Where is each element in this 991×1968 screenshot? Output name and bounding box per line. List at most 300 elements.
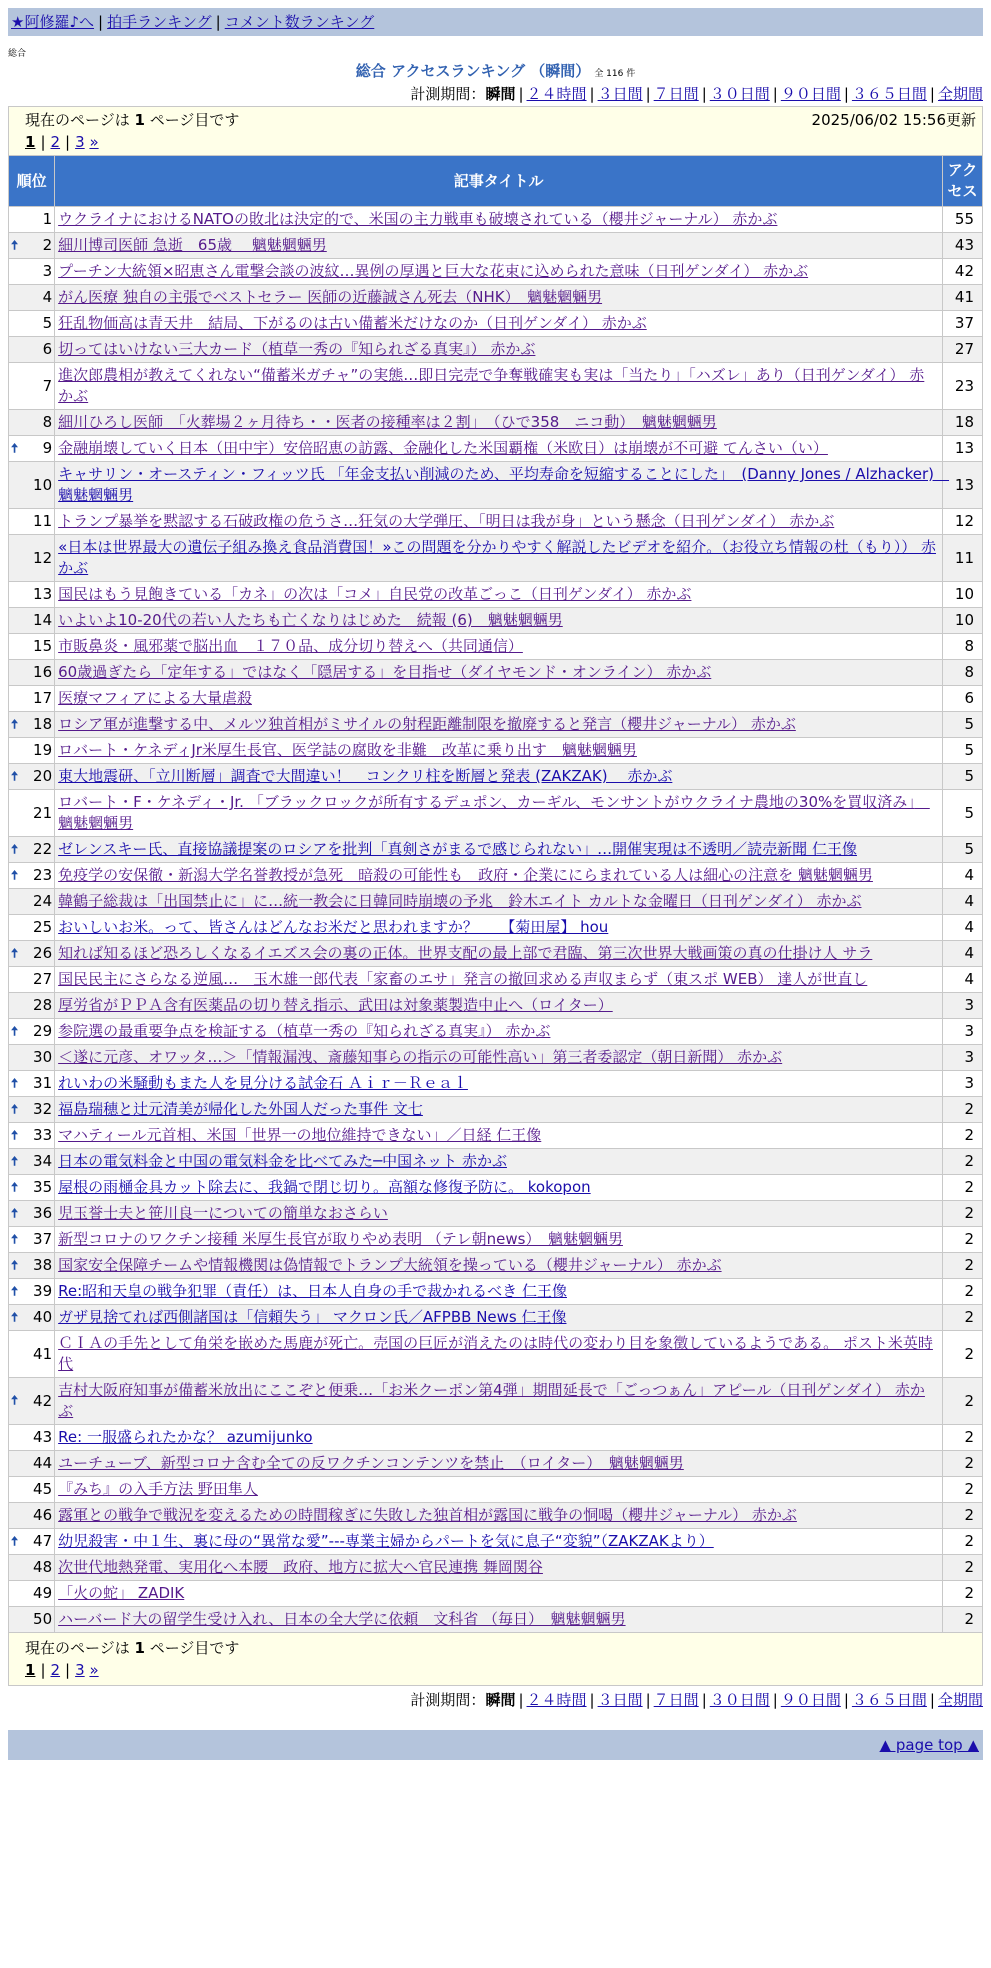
article-link[interactable]: おいしいお米。って、皆さんはどんなお米だと思われますか？ 【菊田屋】 hou <box>58 918 609 936</box>
access-count: 2 <box>943 1607 983 1633</box>
rank-number: 34 <box>33 1152 53 1170</box>
article-link[interactable]: 知れば知るほど恐ろしくなるイエズス会の裏の正体。世界支配の最上部で君臨、第三次世界大戦画策の真の仕掛け人 サラ <box>58 944 873 962</box>
rank-cell <box>9 1019 55 1045</box>
article-link[interactable]: ＣＩＡの手先として角栄を嵌めた馬鹿が死亡。売国の巨匠が消えたのは時代の変わり目を象徴しているようである。 ポスト米英時代 <box>58 1334 933 1373</box>
table-row <box>9 993 983 1019</box>
article-link[interactable]: ウクライナにおけるNATOの敗北は決定的で、米国の主力戦車も破壊されている（櫻井ジャーナル） 赤かぶ <box>58 210 778 228</box>
access-count: 10 <box>943 608 983 634</box>
rank-up-arrow-icon: 🠅 <box>11 1206 19 1221</box>
title-cell <box>55 1227 943 1253</box>
access-count: 2 <box>943 1253 983 1279</box>
pagination <box>25 131 976 155</box>
rank-number: 4 <box>42 288 53 306</box>
period-link[interactable]: ３０日間 <box>709 1691 770 1709</box>
article-link[interactable]: キャサリン・オースティン・フィッツ氏 「年金支払い削減のため、平均寿命を短縮することにした」 (Danny Jones / Alzhacker) 魑魅魍魎男 <box>58 465 950 504</box>
article-link[interactable]: トランプ暴挙を黙認する石破政権の危うさ…狂気の大学弾圧、「明日は我が身」という懸念（日刊ゲンダイ） 赤かぶ <box>58 512 835 530</box>
access-count: 2 <box>943 1378 983 1425</box>
title-cell <box>55 259 943 285</box>
period-link[interactable]: ３６５日間 <box>851 85 927 103</box>
table-row <box>9 967 983 993</box>
updated-time: 2025/06/02 15:56更新 <box>811 111 976 129</box>
title-cell <box>55 915 943 941</box>
rank-cell <box>9 1149 55 1175</box>
page-link[interactable]: 2 <box>50 133 61 151</box>
rank-up-arrow-icon: 🠅 <box>11 1102 19 1117</box>
article-link[interactable]: 国民民主にさらなる逆風… 玉木雄一郎代表「家畜のエサ」発言の撤回求める声収まらず（東スポ WEB） 達人が世直し <box>58 970 868 988</box>
access-count: 5 <box>943 712 983 738</box>
article-link[interactable]: 60歳過ぎたら「定年する」ではなく「隠居する」を目指せ（ダイヤモンド・オンライン） 赤かぶ <box>58 663 712 681</box>
rank-cell <box>9 1378 55 1425</box>
period-link[interactable]: ３日間 <box>597 1691 643 1709</box>
rank-number: 37 <box>33 1230 53 1248</box>
article-link[interactable]: ゼレンスキー氏、直接協議提案のロシアを批判「真剣さがまるで感じられない」…開催実現は不透明／読売新聞 仁王像 <box>58 840 857 858</box>
current-page-text: 現在のページは 1 ページ目です <box>25 1639 240 1657</box>
table-row <box>9 1607 983 1633</box>
title-cell <box>55 634 943 660</box>
page-link[interactable]: 2 <box>50 1661 61 1679</box>
period-link[interactable]: ９０日間 <box>780 1691 841 1709</box>
access-count: 2 <box>943 1529 983 1555</box>
article-link[interactable]: 狂乱物価高は青天井 結局、下がるのは古い備蓄米だけなのか（日刊ゲンダイ） 赤かぶ <box>58 314 647 332</box>
article-link[interactable]: 細川ひろし医師 「火葬場２ヶ月待ち・・医者の接種率は２割」 （ひで358 ニコ動） 魑魅魍魎男 <box>58 413 717 431</box>
table-row <box>9 363 983 410</box>
rank-number: 30 <box>33 1048 53 1066</box>
article-link[interactable]: Re:昭和天皇の戦争犯罪（責任）は、日本人自身の手で裁かれるべき 仁王像 <box>58 1282 567 1300</box>
title-cell <box>55 1529 943 1555</box>
rank-number: 12 <box>33 548 53 567</box>
rank-number: 45 <box>33 1480 53 1498</box>
access-count: 12 <box>943 509 983 535</box>
table-row <box>9 1227 983 1253</box>
rank-number: 33 <box>33 1126 53 1144</box>
rank-number: 9 <box>42 439 53 457</box>
access-count: 2 <box>943 1503 983 1529</box>
title-cell <box>55 1019 943 1045</box>
access-count: 2 <box>943 1123 983 1149</box>
rank-cell <box>9 462 55 509</box>
article-link[interactable]: «日本は世界最大の遺伝子組み換え食品消費国！»この問題を分かりやすく解説したビデオを紹介。（お役立ち情報の杜（もり）） 赤かぶ <box>58 538 936 577</box>
title-cell <box>55 1149 943 1175</box>
rank-up-arrow-icon: 🠅 <box>11 1393 19 1409</box>
footer-bar <box>8 1730 983 1760</box>
rank-number: 11 <box>33 512 53 530</box>
rank-cell <box>9 660 55 686</box>
rank-cell <box>9 582 55 608</box>
col-title-header: 記事タイトル <box>55 156 943 207</box>
rank-cell <box>9 1279 55 1305</box>
article-link[interactable]: 屋根の雨樋金具カット除去に、我鍋で閉じ切り。高額な修復予防に。 kokopon <box>58 1178 591 1196</box>
rank-cell <box>9 1201 55 1227</box>
article-link[interactable]: れいわの米騒動もまた人を見分ける試金石 Ａｉｒ－Ｒｅａｌ <box>58 1074 468 1092</box>
access-count: 2 <box>943 1451 983 1477</box>
title-cell <box>55 967 943 993</box>
period-separator: | <box>843 1691 849 1709</box>
rank-up-arrow-icon: 🠅 <box>11 1128 19 1143</box>
period-link[interactable]: ３日間 <box>597 85 643 103</box>
current-page-text: 現在のページは 1 ページ目です <box>25 111 240 129</box>
table-row <box>9 1529 983 1555</box>
article-link[interactable]: いよいよ10-20代の若い人たちも亡くなりはじめた 続報 (6) 魑魅魍魎男 <box>58 611 563 629</box>
table-row <box>9 436 983 462</box>
rank-up-arrow-icon: 🠅 <box>11 1154 19 1169</box>
page-title-text: 総合 アクセスランキング （瞬間） <box>355 62 591 80</box>
rank-cell <box>9 1477 55 1503</box>
table-row <box>9 889 983 915</box>
article-link[interactable]: 吉村大阪府知事が備蓄米放出にここぞと便乗…「お米クーポン第4弾」期間延長で「ごっつぁん」アピール（日刊ゲンダイ） 赤かぶ <box>58 1381 925 1420</box>
article-link[interactable]: 進次郎農相が教えてくれない“備蓄米ガチャ”の実態…即日完売で争奪戦確実も実は「当たり」「ハズレ」あり（日刊ゲンダイ） 赤かぶ <box>58 366 925 405</box>
rank-up-arrow-icon: 🠅 <box>11 1076 19 1091</box>
access-count: 2 <box>943 1477 983 1503</box>
rank-up-arrow-icon: 🠅 <box>11 842 19 857</box>
title-cell <box>55 1503 943 1529</box>
article-link[interactable]: 韓鶴子総裁は「出国禁止に」に…統一教会に日韓同時崩壊の予兆 鈴木エイト カルトな金曜日（日刊ゲンダイ） 赤かぶ <box>58 892 862 910</box>
rank-cell <box>9 311 55 337</box>
period-current: 瞬間 <box>485 85 516 103</box>
table-row <box>9 1581 983 1607</box>
period-link[interactable]: ７日間 <box>653 85 699 103</box>
page <box>8 8 983 1760</box>
page-separator: | <box>65 1661 71 1679</box>
access-count: 5 <box>943 738 983 764</box>
page-link[interactable]: 3 <box>75 133 85 151</box>
rank-cell <box>9 941 55 967</box>
article-link[interactable]: 細川博司医師 急逝 65歳 魑魅魍魎男 <box>58 236 327 254</box>
access-count: 42 <box>943 259 983 285</box>
rank-number: 15 <box>33 637 53 655</box>
rank-cell <box>9 915 55 941</box>
title-cell <box>55 738 943 764</box>
table-row <box>9 608 983 634</box>
rank-cell <box>9 1123 55 1149</box>
period-link[interactable]: ２４時間 <box>526 1691 587 1709</box>
page-link[interactable]: 1 <box>25 133 36 151</box>
access-count: 5 <box>943 837 983 863</box>
page-info-bottom <box>8 1633 983 1686</box>
page-link[interactable]: 3 <box>75 1661 85 1679</box>
article-link[interactable]: 日本の電気料金と中国の電気料金を比べてみた─中国ネット 赤かぶ <box>58 1152 507 1170</box>
period-link[interactable]: 全期間 <box>937 1691 983 1709</box>
rank-number: 16 <box>33 663 53 681</box>
table-row <box>9 1555 983 1581</box>
article-link[interactable]: ハーバード大の留学生受け入れ、日本の全大学に依頼 文科省 （毎日） 魑魅魍魎男 <box>58 1610 626 1628</box>
access-count: 2 <box>943 1555 983 1581</box>
table-row <box>9 1503 983 1529</box>
access-count: 4 <box>943 889 983 915</box>
article-link[interactable]: 参院選の最重要争点を検証する（植草一秀の『知られざる真実』） 赤かぶ <box>58 1022 551 1040</box>
rank-number: 26 <box>33 944 53 962</box>
nav-separator: | <box>98 13 104 31</box>
rank-cell <box>9 790 55 837</box>
rank-cell <box>9 1175 55 1201</box>
article-link[interactable]: ロバート・F・ケネディ・Jr. 「ブラックロックが所有するデュポン、カーギル、モンサントがウクライナ農地の30%を買収済み」 魑魅魍魎男 <box>58 793 930 832</box>
table-row <box>9 285 983 311</box>
rank-cell <box>9 1503 55 1529</box>
rank-cell <box>9 410 55 436</box>
col-rank-header: 順位 <box>9 156 55 207</box>
clap-ranking-link[interactable]: 拍手ランキング <box>107 13 212 31</box>
title-cell <box>55 1279 943 1305</box>
rank-number: 42 <box>33 1391 53 1410</box>
title-cell <box>55 686 943 712</box>
article-link[interactable]: ガザ見捨てれば西側諸国は「信頼失う」 マクロン氏／AFPBB News 仁王像 <box>58 1308 567 1326</box>
rank-up-arrow-icon: 🠅 <box>11 1024 19 1039</box>
home-link[interactable]: ★阿修羅♪へ <box>11 13 95 31</box>
page-info-top <box>8 106 983 155</box>
rank-number: 36 <box>33 1204 53 1222</box>
title-cell <box>55 337 943 363</box>
next-page-link[interactable]: » <box>89 133 99 151</box>
table-row <box>9 941 983 967</box>
period-link[interactable]: ９０日間 <box>780 85 841 103</box>
article-link[interactable]: Re: 一服盛られたかな？ azumijunko <box>58 1428 313 1446</box>
title-cell <box>55 660 943 686</box>
rank-number: 24 <box>33 892 53 910</box>
period-link[interactable]: ３６５日間 <box>851 1691 927 1709</box>
rank-up-arrow-icon: 🠅 <box>11 1310 19 1325</box>
rank-up-arrow-icon: 🠅 <box>11 1258 19 1273</box>
article-link[interactable]: 露軍との戦争で戦況を変えるための時間稼ぎに失敗した独首相が露国に戦争の恫喝（櫻井ジャーナル） 赤かぶ <box>58 1506 797 1524</box>
rank-cell <box>9 1529 55 1555</box>
next-page-link[interactable]: » <box>89 1661 99 1679</box>
rank-cell <box>9 1451 55 1477</box>
access-count: 55 <box>943 207 983 233</box>
period-link[interactable]: 全期間 <box>937 85 983 103</box>
rank-number: 19 <box>33 741 53 759</box>
rank-cell <box>9 764 55 790</box>
access-count: 43 <box>943 233 983 259</box>
breadcrumb: 総合 <box>8 49 27 59</box>
period-link[interactable]: ２４時間 <box>526 85 587 103</box>
title-cell <box>55 1378 943 1425</box>
table-row <box>9 1149 983 1175</box>
article-link[interactable]: 『みち』の入手方法 野田隼人 <box>58 1480 258 1498</box>
table-row <box>9 1045 983 1071</box>
title-cell <box>55 1253 943 1279</box>
rank-cell <box>9 233 55 259</box>
title-cell <box>55 863 943 889</box>
access-count: 4 <box>943 863 983 889</box>
article-link[interactable]: ロバート・ケネディJr米厚生長官、医学誌の腐敗を非難 改革に乗り出す 魑魅魍魎男 <box>58 741 637 759</box>
article-link[interactable]: 市販鼻炎・風邪薬で脳出血 １７０品、成分切り替えへ（共同通信） <box>58 637 523 655</box>
article-link[interactable]: 免疫学の安保徹・新潟大学名誉教授が急死 暗殺の可能性も 政府・企業ににらまれている人は細心の注意を 魑魅魍魎男 <box>58 866 873 884</box>
period-separator: | <box>929 1691 935 1709</box>
title-cell <box>55 410 943 436</box>
rank-number: 47 <box>33 1532 53 1550</box>
article-link[interactable]: 新型コロナのワクチン接種 米厚生長官が取りやめ表明 （テレ朝news） 魑魅魍魎男 <box>58 1230 623 1248</box>
rank-number: 7 <box>42 376 53 395</box>
rank-number: 46 <box>33 1506 53 1524</box>
article-link[interactable]: がん医療 独自の主張でベストセラー 医師の近藤誠さん死去（NHK） 魑魅魍魎男 <box>58 288 603 306</box>
access-count: 4 <box>943 941 983 967</box>
rank-number: 50 <box>33 1610 53 1628</box>
title-cell <box>55 1451 943 1477</box>
access-count: 2 <box>943 1097 983 1123</box>
title-cell <box>55 582 943 608</box>
table-row <box>9 837 983 863</box>
table-row <box>9 660 983 686</box>
period-separator: | <box>518 1691 524 1709</box>
rank-cell <box>9 1305 55 1331</box>
period-separator: | <box>589 1691 595 1709</box>
rank-cell <box>9 993 55 1019</box>
rank-number: 39 <box>33 1282 53 1300</box>
rank-cell <box>9 1581 55 1607</box>
rank-cell <box>9 738 55 764</box>
table-row <box>9 1253 983 1279</box>
article-link[interactable]: 次世代地熱発電、実用化へ本腰 政府、地方に拡大へ官民連携 舞岡関谷 <box>58 1558 543 1576</box>
rank-cell <box>9 889 55 915</box>
title-cell <box>55 1425 943 1451</box>
period-label: 計測期間： <box>410 85 486 103</box>
page-title <box>8 60 983 82</box>
access-count: 2 <box>943 1331 983 1378</box>
period-selector <box>8 82 983 106</box>
rank-number: 23 <box>33 866 53 884</box>
article-link[interactable]: 金融崩壊していく日本（田中宇）安倍昭恵の訪露、金融化した米国覇権（米欧日）は崩壊が不可避 てんさい（い） <box>58 439 828 457</box>
access-count: 37 <box>943 311 983 337</box>
table-row <box>9 686 983 712</box>
title-cell <box>55 1581 943 1607</box>
page-separator: | <box>40 133 46 151</box>
title-cell <box>55 1045 943 1071</box>
rank-cell <box>9 285 55 311</box>
rank-number: 17 <box>33 689 53 707</box>
article-link[interactable]: マハティール元首相、米国「世界一の地位維持できない」／日経 仁王像 <box>58 1126 542 1144</box>
article-link[interactable]: 国民はもう見飽きている「カネ」の次は「コメ」自民党の改革ごっこ（日刊ゲンダイ） 赤かぶ <box>58 585 692 603</box>
title-cell <box>55 1097 943 1123</box>
access-count: 2 <box>943 1305 983 1331</box>
rank-number: 10 <box>33 475 53 494</box>
page-link[interactable]: 1 <box>25 1661 36 1679</box>
table-row <box>9 1123 983 1149</box>
article-link[interactable]: 東大地震研、「立川断層」調査で大間違い！ コンクリ柱を断層と発表 (ZAKZAK) 赤かぶ <box>58 767 673 785</box>
table-row <box>9 1279 983 1305</box>
rank-number: 6 <box>42 340 53 358</box>
rank-number: 41 <box>33 1344 53 1363</box>
title-cell <box>55 285 943 311</box>
access-count: 11 <box>943 535 983 582</box>
table-row <box>9 582 983 608</box>
rank-number: 1 <box>42 210 53 228</box>
article-link[interactable]: 児玉誉士夫と笹川良一についての簡単なおさらい <box>58 1204 388 1222</box>
rank-number: 49 <box>33 1584 53 1602</box>
rank-up-arrow-icon: 🠅 <box>11 441 19 456</box>
article-link[interactable]: プーチン大統領×昭恵さん電撃会談の波紋…異例の厚遇と巨大な花束に込められた意味（日刊ゲンダイ） 赤かぶ <box>58 262 809 280</box>
table-row <box>9 1425 983 1451</box>
rank-up-arrow-icon: 🠅 <box>11 1232 19 1247</box>
table-row <box>9 207 983 233</box>
access-count: 2 <box>943 1175 983 1201</box>
period-separator: | <box>518 85 524 103</box>
rank-number: 22 <box>33 840 53 858</box>
article-link[interactable]: 切ってはいけない三大カード（植草一秀の『知られざる真実』） 赤かぶ <box>58 340 536 358</box>
article-link[interactable]: 「火の蛇」 ZADIK <box>58 1584 185 1602</box>
table-row <box>9 1175 983 1201</box>
table-row <box>9 259 983 285</box>
rank-number: 20 <box>33 767 53 785</box>
access-count: 27 <box>943 337 983 363</box>
title-cell <box>55 1123 943 1149</box>
table-row <box>9 233 983 259</box>
article-link[interactable]: 幼児殺害・中１生、裏に母の“異常な愛”---専業主婦からパートを気に息子“変貌”（ZAKZAKより） <box>58 1532 714 1550</box>
table-row <box>9 509 983 535</box>
page-separator: | <box>65 133 71 151</box>
title-cell <box>55 712 943 738</box>
access-count: 2 <box>943 1227 983 1253</box>
article-link[interactable]: ロシア軍が進撃する中、メルツ独首相がミサイルの射程距離制限を撤廃すると発言（櫻井ジャーナル） 赤かぶ <box>58 715 796 733</box>
article-link[interactable]: 福島瑞穂と辻元清美が帰化した外国人だった事件 文七 <box>58 1100 423 1118</box>
rank-number: 21 <box>33 803 53 822</box>
title-cell <box>55 509 943 535</box>
table-row <box>9 1451 983 1477</box>
article-link[interactable]: ＜遂に元彦、オワッタ…＞「情報漏洩、斎藤知事らの指示の可能性高い」第三者委認定（朝日新聞） 赤かぶ <box>58 1048 783 1066</box>
comment-ranking-link[interactable]: コメント数ランキング <box>224 13 375 31</box>
pagination <box>25 1659 976 1681</box>
rank-up-arrow-icon: 🠅 <box>11 1534 19 1549</box>
table-row <box>9 738 983 764</box>
rank-cell <box>9 363 55 410</box>
article-link[interactable]: 国家安全保障チームや情報機関は偽情報でトランプ大統領を操っている（櫻井ジャーナル） 赤かぶ <box>58 1256 722 1274</box>
article-link[interactable]: 厚労省がＰＰＡ含有医薬品の切り替え指示、武田は対象薬製造中止へ（ロイター） <box>58 996 613 1014</box>
period-label: 計測期間： <box>410 1691 486 1709</box>
rank-cell <box>9 1097 55 1123</box>
period-link[interactable]: ３０日間 <box>709 85 770 103</box>
rank-up-arrow-icon: 🠅 <box>11 1284 19 1299</box>
access-count: 23 <box>943 363 983 410</box>
rank-number: 2 <box>42 236 53 254</box>
title-cell <box>55 1071 943 1097</box>
rank-cell <box>9 1425 55 1451</box>
title-cell <box>55 889 943 915</box>
title-cell <box>55 1175 943 1201</box>
table-row <box>9 337 983 363</box>
ranking-table <box>8 155 983 1633</box>
title-cell <box>55 1331 943 1378</box>
rank-cell <box>9 207 55 233</box>
table-row <box>9 1019 983 1045</box>
rank-up-arrow-icon: 🠅 <box>11 868 19 883</box>
nav-separator: | <box>215 13 221 31</box>
access-count: 5 <box>943 764 983 790</box>
article-link[interactable]: ユーチューブ、新型コロナ含む全ての反ワクチンコンテンツを禁止 （ロイター） 魑魅魍魎男 <box>58 1454 684 1472</box>
period-separator: | <box>772 85 778 103</box>
page-separator: | <box>40 1661 46 1679</box>
access-count: 8 <box>943 634 983 660</box>
table-row <box>9 1378 983 1425</box>
table-row <box>9 863 983 889</box>
rank-cell <box>9 634 55 660</box>
table-row <box>9 1305 983 1331</box>
rank-number: 29 <box>33 1022 53 1040</box>
rank-up-arrow-icon: 🠅 <box>11 769 19 784</box>
rank-number: 3 <box>42 262 53 280</box>
title-cell <box>55 837 943 863</box>
period-link[interactable]: ７日間 <box>653 1691 699 1709</box>
access-count: 2 <box>943 1279 983 1305</box>
access-count: 6 <box>943 686 983 712</box>
rank-cell <box>9 1555 55 1581</box>
page-top-link[interactable]: ▲ page top ▲ <box>879 1736 979 1754</box>
article-link[interactable]: 医療マフィアによる大量虐殺 <box>58 689 252 707</box>
period-separator: | <box>929 85 935 103</box>
table-row <box>9 915 983 941</box>
access-count: 41 <box>943 285 983 311</box>
table-row <box>9 535 983 582</box>
table-row <box>9 1201 983 1227</box>
title-cell <box>55 311 943 337</box>
access-count: 13 <box>943 462 983 509</box>
rank-number: 8 <box>42 413 53 431</box>
